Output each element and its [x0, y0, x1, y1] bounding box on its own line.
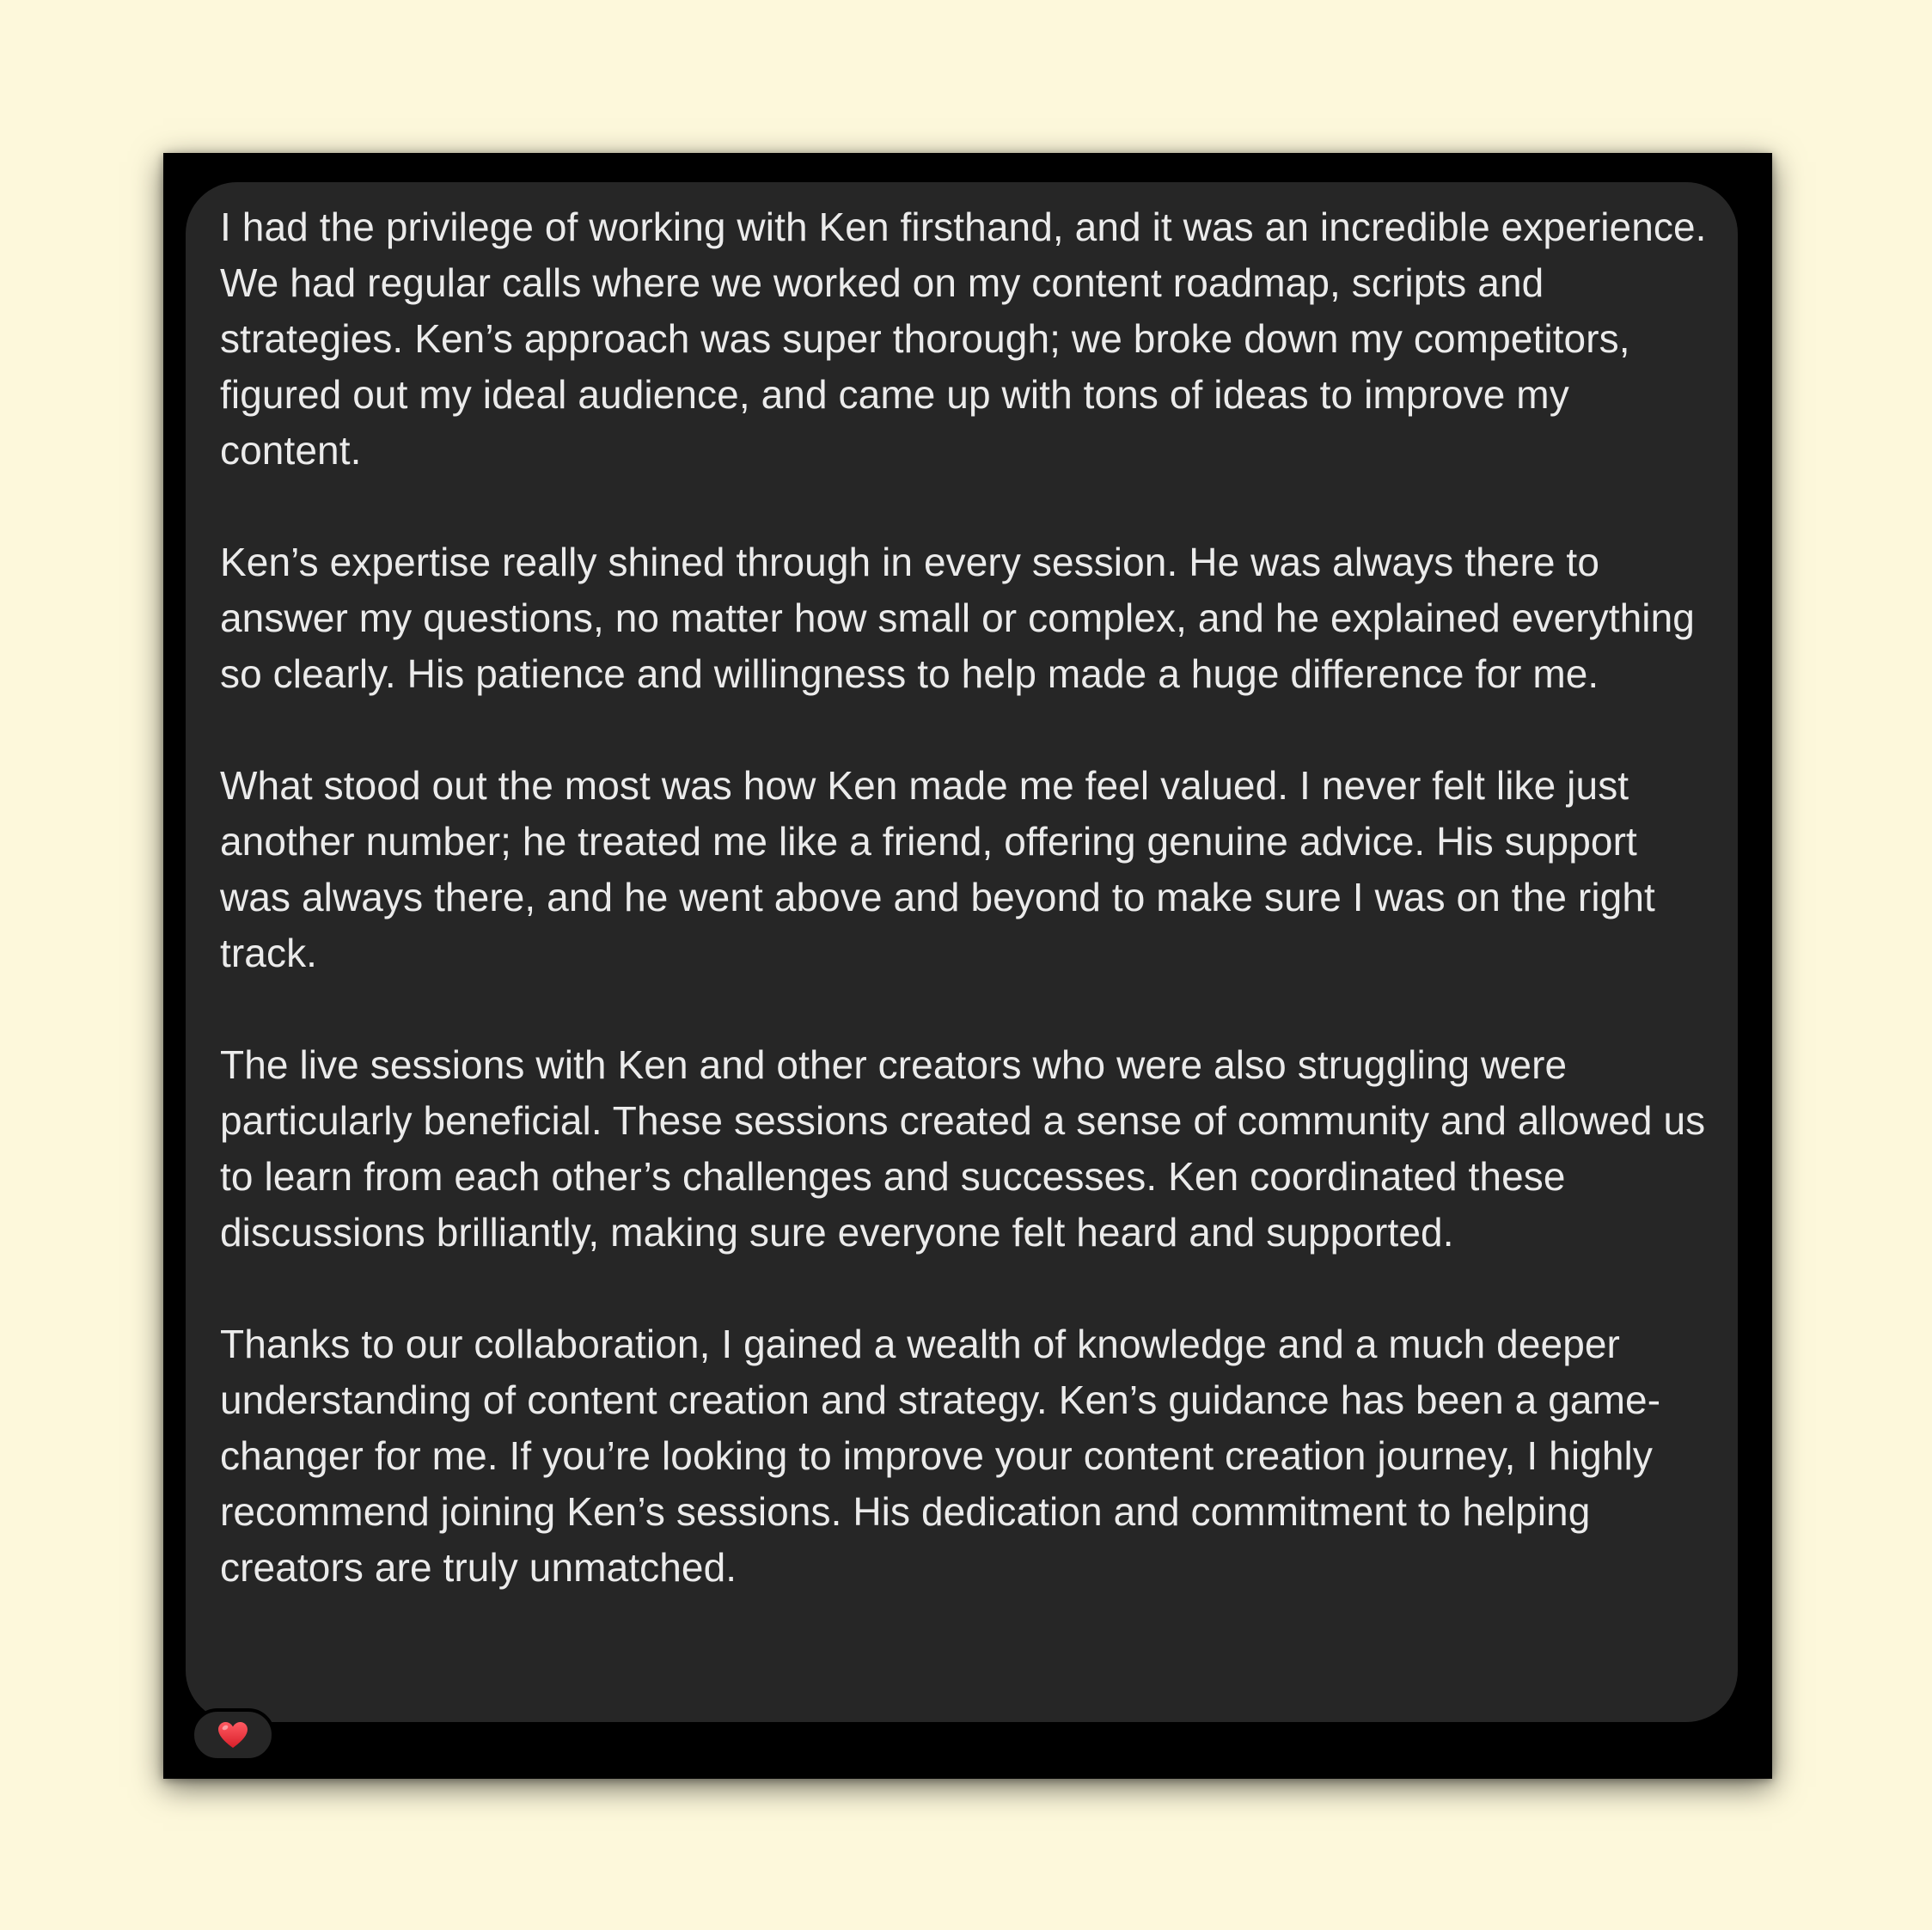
red-heart-icon	[217, 1720, 249, 1750]
message-paragraph-1: I had the privilege of working with Ken firsthand, and it was an incredible experience. We had regular calls where we worked on my content roadmap, scripts and strategies. Ken’s approach was super thorough; we broke down my competitors, figured out my ideal audience, and came up with tons of ideas to improve my content.	[220, 205, 1707, 473]
reaction-badge[interactable]	[191, 1708, 275, 1762]
screenshot-frame	[163, 153, 1772, 1779]
message-paragraph-2: Ken’s expertise really shined through in every session. He was always there to answer my questions, no matter how small or complex, and he explained everything so clearly. His patience and willingness to help made a huge difference for me.	[220, 540, 1695, 696]
message-paragraph-3: What stood out the most was how Ken made me feel valued. I never felt like just another number; he treated me like a friend, offering genuine advice. His support was always there, and he went above and beyond to make sure I was on the right track.	[220, 763, 1655, 975]
message-bubble[interactable]	[186, 182, 1738, 1722]
message-paragraph-5: Thanks to our collaboration, I gained a wealth of knowledge and a much deeper understanding of content creation and strategy. Ken’s guidance has been a game-changer for me. If you’re looking to improve your content creation journey, I highly recommend joining Ken’s sessions. His dedication and commitment to helping creators are truly unmatched.	[220, 1322, 1661, 1590]
message-paragraph-4: The live sessions with Ken and other creators who were also struggling were particularly beneficial. These sessions created a sense of community and allowed us to learn from each other’s challenges and successes. Ken coordinated these discussions brilliantly, making sure everyone felt heard and supported.	[220, 1042, 1706, 1255]
